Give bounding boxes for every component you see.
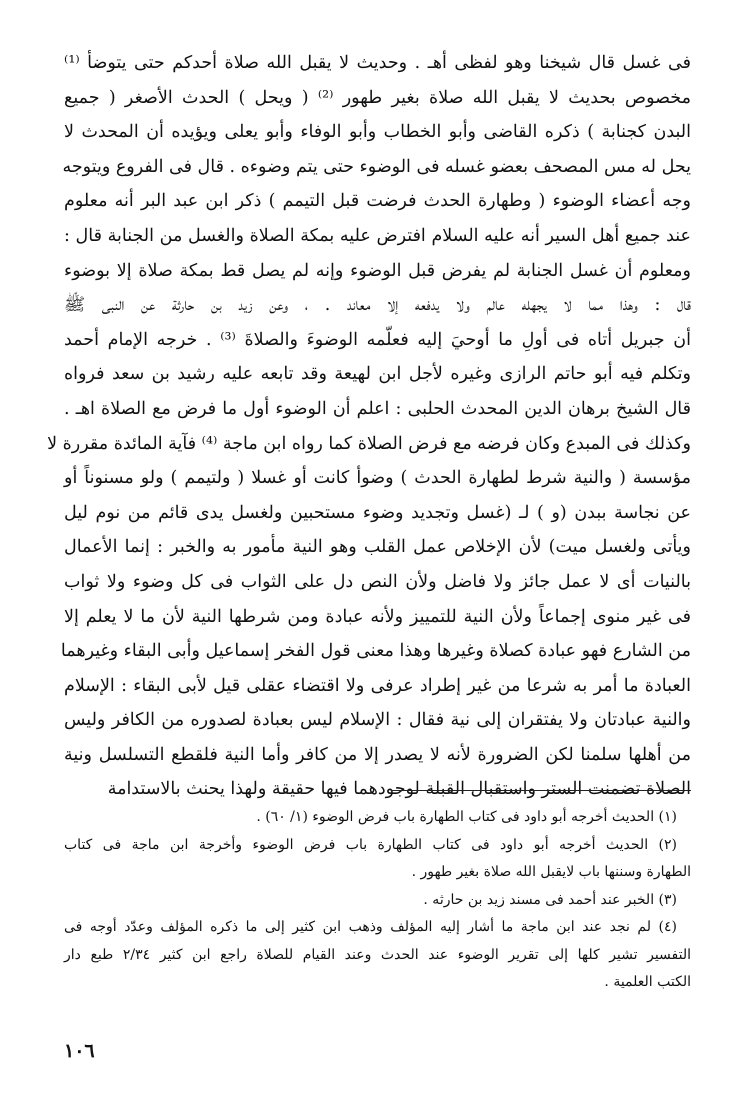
text-line: مخصوص بحديث لا يقبل الله صلاة بغير طهور ⁽²⁾ ( ويحل ) الحدث الأصغر ( جميع <box>64 87 691 108</box>
footnote-line: (٢) الحديث أخرجه أبو داود فى كتاب الطهارة باب فرض الوضوء وأخرجة ابن ماجة فى كتاب <box>64 836 677 853</box>
page-number: ١٠٦ <box>64 1040 95 1062</box>
text-line: أن جبريل أتاه فى أولِ ما أوحيَ إليه فعلّمه الوضوءَ والصلاةَ ⁽³⁾ . خرجه الإمام أحمد <box>64 329 691 350</box>
footnote-line: الكتب العلمية . <box>604 974 691 990</box>
text-line: وتكلم فيه أبو حاتم الرازى وغيره لأجل ابن لهيعة وقد تابعه عليه رشيد بن سعد فرواه <box>64 364 691 385</box>
text-line: الصلاة تضمنت الستر واستقبال القبلة لوجودهما فيها حقيقة ولهذا يحنث بالاستدامة <box>107 779 691 800</box>
text-line: ويأتى ولغسل ميت) لأن الإخلاص عمل القلب وهو النية مأمور به والخبر : إنما الأعمال <box>64 537 691 558</box>
footnote-line: (٣) الخبر عند أحمد فى مسند زيد بن حارثه . <box>423 891 677 908</box>
text-line: قال : وهذا مما لا يجهله عالم ولا يدفعه إلا معاند . ، وعن زيد بن حارثة عن النبى ﷺ <box>64 295 691 316</box>
text-line: ومعلوم أن غسل الجنابة لم يفرض قبل الوضوء وإنه لم يصل قط بمكة صلاة إلا بوضوء <box>64 260 691 281</box>
text-line: بالنيات أى لا عمل جائز ولا فاضل ولأن النص دل على الثواب فى كل وضوء ولا ثواب <box>64 571 691 592</box>
text-line: العبادة ما أمر به شرعا من غير إطراد عرفى ولا اقتضاء عقلى قيل لأبى البقاء : الإسلام <box>64 675 691 696</box>
footnote-line: (١) الحديث أخرجه أبو داود فى كتاب الطهارة باب فرض الوضوء (١/ ٦٠) . <box>256 809 677 825</box>
text-line: عند جميع أهل السير أنه عليه السلام افترض عليه بمكة الصلاة والغسل من الجنابة قال : <box>64 225 691 246</box>
footnote <box>64 914 691 997</box>
footnote <box>64 804 691 832</box>
text-line: البدن كجنابة ) ذكره القاضى وأبو الخطاب وأبو الوفاء وأبو يعلى ويؤيده أن المحدث لا <box>64 122 691 143</box>
text-line: وجه أعضاء الوضوء ( وطهارة الحدث فرضت قبل التيمم ) ذكر ابن عبد البر أنه معلوم <box>64 191 692 212</box>
footnote <box>64 832 691 887</box>
footnote-separator <box>391 790 691 791</box>
text-line: والنية عبادتان ولا يفتقران إلى نية فقال : الإسلام ليس بعبادة لصدوره من الكافر وليس <box>64 710 691 731</box>
footnote-line: (٤) لم نجد عند ابن ماجة ما أشار إليه المؤلف وذهب ابن كثير إلى ما ذكره المؤلف وعدّد أوجه فى <box>64 919 677 935</box>
text-line: مؤسسة ( والنية شرط لطهارة الحدث ) وضوأ كانت أو غسلا ( ولتيمم ) ولو مسنوناً أو <box>64 468 691 489</box>
text-line: من أهلها سلمنا لكن الضرورة لأنه لا يصدر إلا من كافر وأما النية فلقطع التسلسل ونية <box>64 744 691 765</box>
text-line: قال الشيخ برهان الدين المحدث الحلبى : اعلم أن الوضوء أول ما فرض مع الصلاة اهـ . <box>64 398 691 419</box>
text-line: يحل له مس المصحف بعضو غسله فى الوضوء حتى يتم وضوءه . قال فى الفروع ويتوجه <box>62 156 691 177</box>
footnotes <box>64 804 691 997</box>
footnote-line: التفسير تشير كلها إلى تقرير الوضوء عند الحدث وعند القيام للصلاة راجع ابن كثير ٢/٣٤ طبع دار <box>64 946 692 963</box>
text-line: من الشارع فهو عبادة كصلاة وغيرها وهذا معنى قول الفخر إسماعيل وأبى البقاء وغيرهما <box>60 641 691 662</box>
text-line: عن نجاسة ببدن (و ) لـ (غسل وتجديد وضوء مستحبين ولغسل يدى قائم من نوم ليل <box>64 502 691 523</box>
footnote-line: الطهارة وسننها باب لايقبل الله صلاة بغير طهور . <box>411 864 691 880</box>
main-text <box>47 46 692 807</box>
footnote <box>64 887 691 915</box>
text-line: فى غير منوى إجماعاً ولأن النية للتمييز ولأنه عبادة ومن شرطها النية لأن ما لا يعلم إلا <box>64 606 691 627</box>
text-line: وكذلك فى المبدع وكان فرضه مع فرض الصلاة كما رواه ابن ماجة ⁽⁴⁾ فآية المائدة مقررة لا <box>47 433 691 454</box>
text-line: فى غسل قال شيخنا وهو لفظى أهـ . وحديث لا يقبل الله صلاة أحدكم حتى يتوضأ ⁽¹⁾ <box>64 53 691 73</box>
